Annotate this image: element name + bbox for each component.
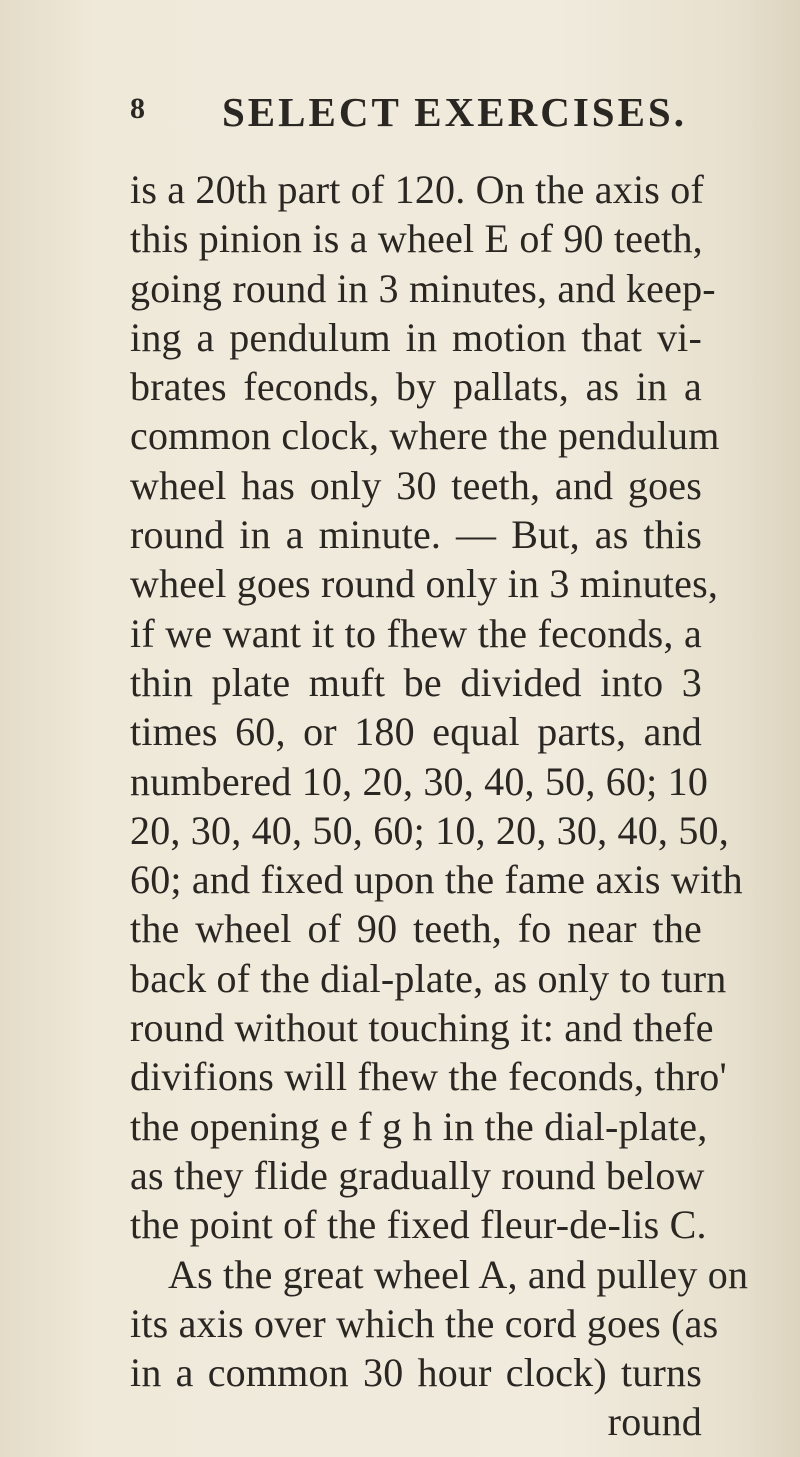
text-line: brates feconds, by pallats, as in a: [130, 364, 702, 410]
text-line: numbered 10, 20, 30, 40, 50, 60; 10: [130, 758, 709, 804]
text-line: common clock, where the pendulum: [130, 413, 720, 459]
text-line: ing a pendulum in motion that vi-: [130, 314, 702, 360]
page-number: 8: [130, 92, 145, 125]
text-line: wheel goes round only in 3 minutes,: [130, 561, 719, 607]
text-line: the opening e f g h in the dial-plate,: [130, 1103, 708, 1149]
text-line: 20, 30, 40, 50, 60; 10, 20, 30, 40, 50,: [130, 807, 729, 853]
text-line: if we want it to fhew the feconds, a: [130, 610, 702, 656]
text-line: thin plate muft be divided into 3: [130, 659, 702, 705]
text-line: its axis over which the cord goes (as: [130, 1300, 719, 1346]
page-header: [0, 88, 800, 148]
text-line: divifions will fhew the feconds, thro': [130, 1054, 727, 1100]
catchword: round: [607, 1399, 702, 1445]
text-line: As the great wheel A, and pulley on: [168, 1251, 749, 1297]
text-line: round in a minute. — But, as this: [130, 512, 702, 558]
text-line: the point of the fixed fleur-de-lis C.: [130, 1202, 707, 1248]
text-line: this pinion is a wheel E of 90 teeth,: [130, 216, 703, 262]
text-line: times 60, or 180 equal parts, and: [130, 709, 702, 755]
text-line: the wheel of 90 teeth, fo near the: [130, 906, 702, 952]
text-line: round without touching it: and thefe: [130, 1005, 714, 1051]
text-line: 60; and fixed upon the fame axis with: [130, 857, 743, 903]
text-line: going round in 3 minutes, and keep-: [130, 265, 716, 311]
text-line: back of the dial-plate, as only to turn: [130, 955, 727, 1001]
text-line: in a common 30 hour clock) turns: [130, 1350, 702, 1396]
body-text: [130, 165, 749, 1447]
running-head: SELECT EXERCISES.: [222, 89, 687, 135]
text-line: is a 20th part of 120. On the axis of: [130, 167, 704, 212]
text-line: as they flide gradually round below: [130, 1152, 705, 1198]
text-line: wheel has only 30 teeth, and goes: [130, 462, 702, 508]
